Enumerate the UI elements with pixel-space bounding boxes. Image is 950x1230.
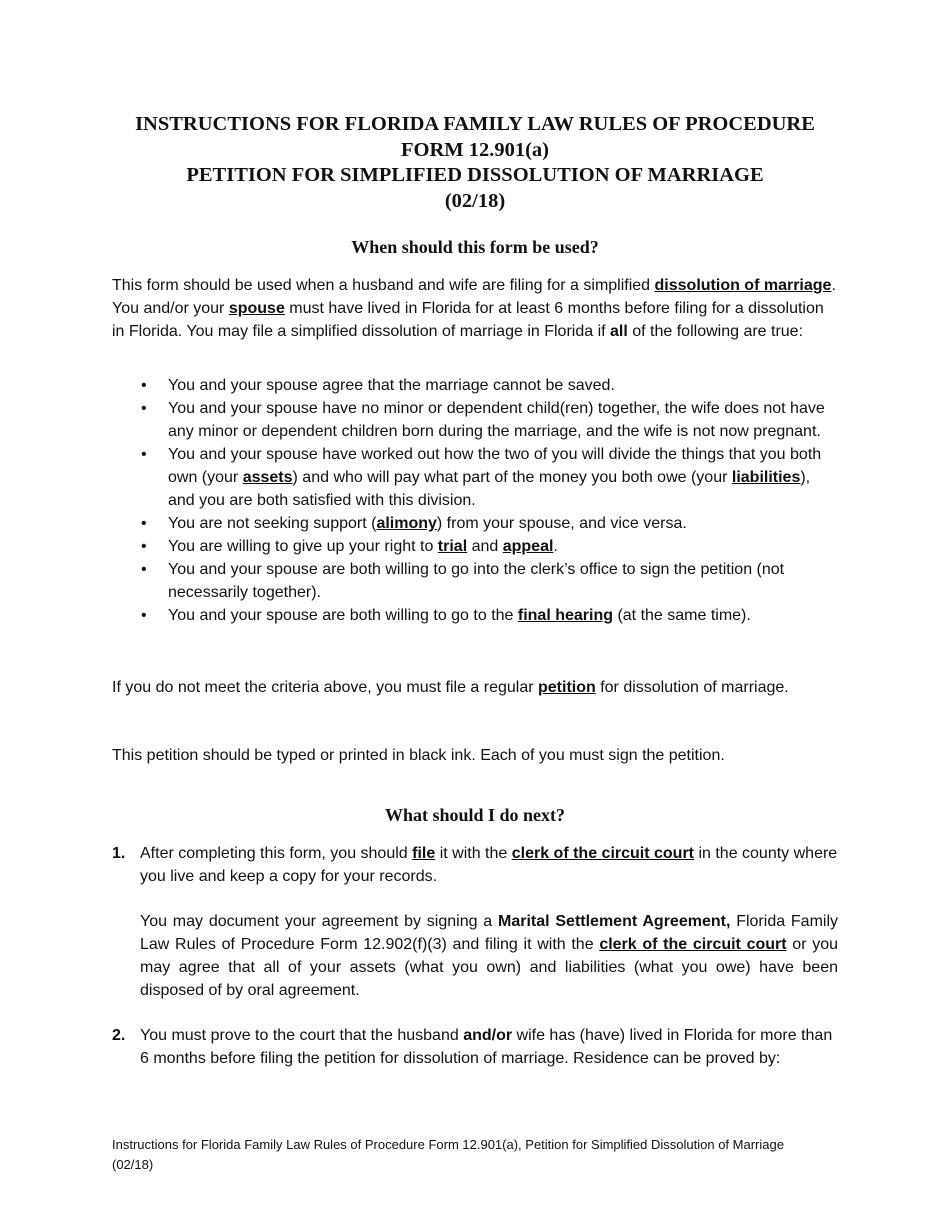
section-heading-when: When should this form be used? — [351, 237, 599, 257]
link-trial[interactable]: trial — [437, 538, 468, 555]
bullet-text: You and your spouse are both willing to go into the clerk’s office to sign the petition (not necessarily together). — [168, 561, 785, 601]
bullet-icon: • — [141, 538, 147, 555]
intro-text-4: of the following are true: — [627, 323, 804, 340]
link-final-hearing[interactable]: final hearing — [517, 607, 613, 624]
step-text: Florida Family Law Rules of Procedure Form 12.902(f)(3) and filing it with the — [140, 913, 839, 953]
bullet-text: You and your spouse have worked out how the two of you will divide the things that you both own (your — [168, 446, 822, 486]
step-text: After completing this form, you should — [140, 845, 413, 862]
step-content — [140, 1024, 838, 1070]
step-1 — [112, 842, 838, 1002]
link-clerk-of-the-circuit-court-2[interactable]: clerk of the circuit court — [599, 936, 787, 953]
title-line-1: INSTRUCTIONS FOR FLORIDA FAMILY LAW RULES OF PROCEDURE — [135, 113, 815, 135]
list-item — [112, 512, 838, 535]
step-number: 1. — [112, 845, 126, 862]
criteria-text-1: If you do not meet the criteria above, you must file a regular — [112, 679, 538, 696]
link-liabilities[interactable]: liabilities — [731, 469, 801, 486]
list-item — [112, 397, 838, 443]
link-petition[interactable]: petition — [538, 679, 596, 696]
title-line-4: (02/18) — [444, 189, 506, 212]
bullet-text: You are not seeking support ( — [168, 515, 377, 532]
link-assets[interactable]: assets — [242, 469, 293, 486]
bullet-text: ) from your spouse, and vice versa. — [436, 515, 687, 532]
link-dissolution-of-marriage[interactable]: dissolution of marriage — [654, 277, 832, 294]
bullet-icon: • — [141, 515, 147, 532]
step-text: wife has (have) lived in Florida for more than 6 months before filing the petition for dissolution of marriage. Residence can be proved by: — [140, 1027, 833, 1067]
bullet-text: . — [553, 538, 558, 555]
ink-paragraph: This petition should be typed or printed in black ink. Each of you must sign the petition. — [112, 747, 725, 764]
bullet-icon: • — [141, 400, 147, 417]
link-spouse[interactable]: spouse — [228, 300, 285, 317]
step-text: You may document your agreement by signing a — [140, 913, 498, 930]
step-text: or you may agree that all of your assets (what you own) and liabilities (what you owe) have been disposed of by oral agreement. — [140, 936, 839, 999]
link-file[interactable]: file — [412, 845, 436, 862]
list-item — [112, 443, 838, 512]
step-number: 2. — [112, 1027, 126, 1044]
intro-text-2: . You and/or your — [112, 277, 836, 317]
step-1-paragraph-1 — [140, 842, 838, 888]
bullet-text: You and your spouse agree that the marriage cannot be saved. — [168, 377, 615, 394]
step-1-paragraph-2 — [140, 910, 838, 1002]
title-line-2: FORM 12.901(a) — [400, 138, 550, 161]
list-item — [112, 558, 838, 604]
bullet-text: and — [467, 538, 503, 555]
bullet-text: You and your spouse have no minor or dependent child(ren) together, the wife does not have any minor or dependent children born during the marriage, and the wife is not now pregnant. — [168, 400, 825, 440]
emphasis-all: all — [610, 323, 628, 340]
step-text: it with the — [435, 845, 512, 862]
list-item — [112, 604, 838, 627]
emphasis-marital-settlement-agreement: Marital Settlement Agreement, — [498, 913, 731, 930]
criteria-list — [112, 374, 838, 627]
step-2 — [112, 1024, 838, 1070]
intro-text-1: This form should be used when a husband and wife are filing for a simplified — [112, 277, 655, 294]
page-footer: Instructions for Florida Family Law Rules of Procedure Form 12.901(a), Petition for Simplified Dissolution of Marriage (02/18) — [112, 1137, 784, 1172]
bullet-text: ), and you are both satisfied with this division. — [168, 469, 811, 509]
bullet-icon: • — [141, 561, 147, 578]
bullet-text: You are willing to give up your right to — [168, 538, 438, 555]
section-heading-next: What should I do next? — [384, 805, 566, 825]
link-clerk-of-the-circuit-court[interactable]: clerk of the circuit court — [511, 845, 694, 862]
list-item — [112, 535, 838, 558]
list-item — [112, 374, 838, 397]
bullet-text: ) and who will pay what part of the money you both owe (your — [292, 469, 732, 486]
step-text: in the county where you live and keep a copy for your records. — [140, 845, 838, 885]
criteria-text-2: for dissolution of marriage. — [595, 679, 789, 696]
link-alimony[interactable]: alimony — [376, 515, 437, 532]
title-line-3: PETITION FOR SIMPLIFIED DISSOLUTION OF MARRIAGE — [186, 164, 764, 186]
bullet-text: You and your spouse are both willing to go to the — [168, 607, 518, 624]
criteria-paragraph — [112, 676, 838, 699]
step-text: You must prove to the court that the husband — [140, 1027, 464, 1044]
intro-text-3: must have lived in Florida for at least 6 months before filing for a dissolution in Florida. You may file a simplified dissolution of marriage in Florida if — [112, 300, 824, 340]
step-content — [140, 842, 838, 1002]
bullet-icon: • — [141, 446, 147, 463]
emphasis-and-or: and/or — [463, 1027, 513, 1044]
document-title — [112, 112, 838, 214]
bullet-icon: • — [141, 607, 147, 624]
bullet-text: (at the same time). — [613, 607, 751, 624]
intro-paragraph — [112, 274, 838, 343]
bullet-icon: • — [141, 377, 147, 394]
link-appeal[interactable]: appeal — [502, 538, 554, 555]
